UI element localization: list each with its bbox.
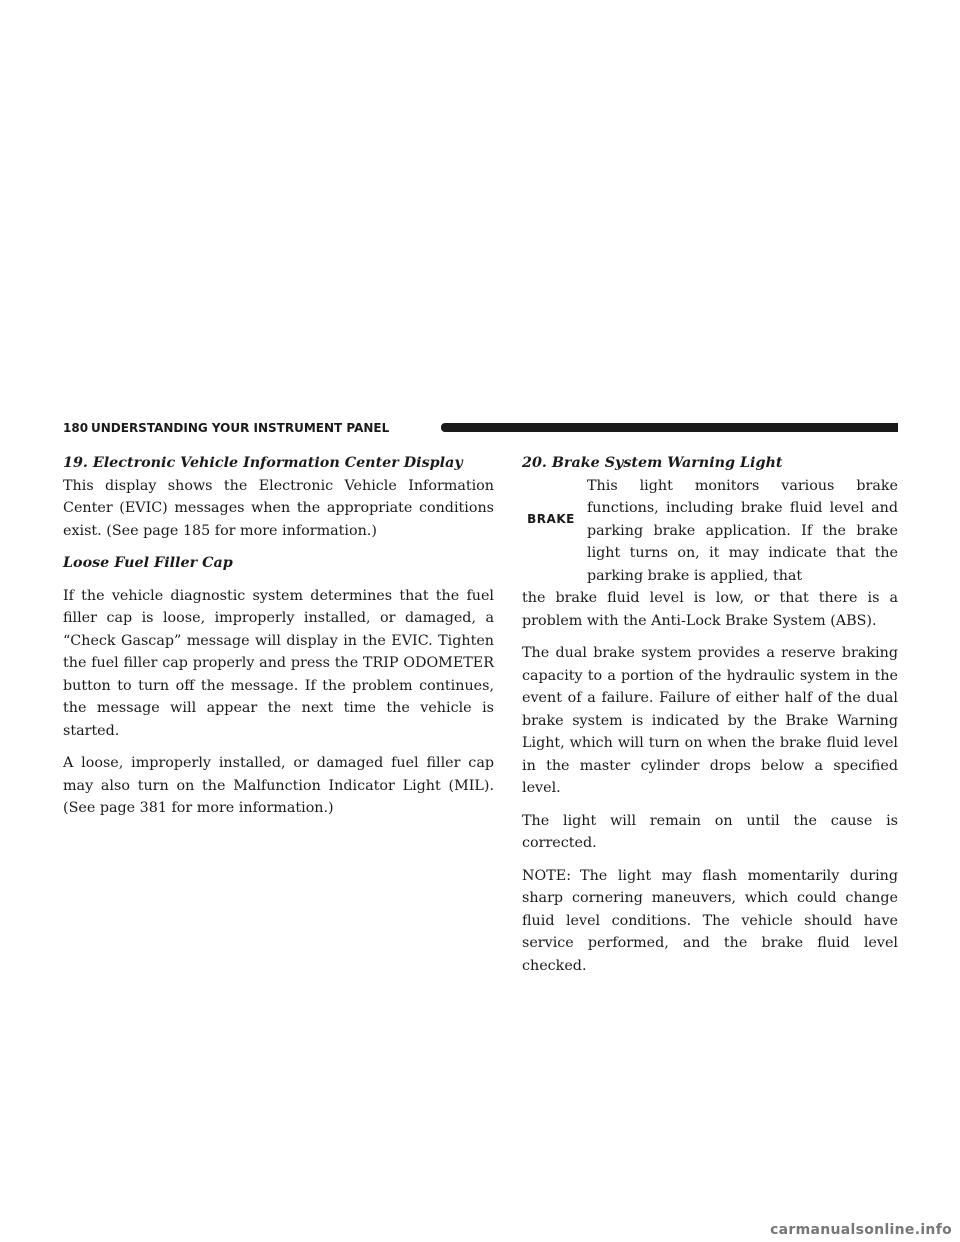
paragraph-evic-display: This display shows the Electronic Vehicle Information Center (EVIC) messages when the appropriate conditions exist. (See page 185 for more information.) — [63, 477, 494, 539]
heading-brake-warning: 20. Brake System Warning Light — [522, 455, 783, 471]
watermark: carmanualsonline.info — [770, 1222, 952, 1238]
right-column — [522, 452, 898, 987]
heading-evic-display: 19. Electronic Vehicle Information Center Display — [63, 455, 463, 471]
note-paragraph — [522, 865, 898, 978]
brake-warning-icon: BRAKE — [527, 511, 575, 526]
note-label: NOTE: — [522, 867, 572, 884]
heading-loose-fuel-cap: Loose Fuel Filler Cap — [63, 555, 233, 571]
left-column — [63, 452, 494, 830]
note-text: The light may flash momentarily during sharp cornering maneuvers, which could change fluid level conditions. The vehicle should have service performed, and the brake fluid level checked. — [522, 867, 898, 974]
paragraph-loose-cap-2: A loose, improperly installed, or damaged fuel filler cap may also turn on the Malfunction Indicator Light (MIL). (See page 381 for more information.) — [63, 755, 494, 816]
page-header — [63, 421, 898, 435]
paragraph-light-remains: The light will remain on until the cause is corrected. — [522, 812, 898, 851]
header-rule — [441, 423, 898, 432]
paragraph-loose-cap-1: If the vehicle diagnostic system determines that the fuel filler cap is loose, improperly installed, or damaged, a “Check Gascap” message will display in the EVIC. Tighten the fuel filler cap properly and press the TRIP ODOMETER button to turn off the message. If the problem continues, the message will appear the next time the vehicle is started. — [63, 587, 494, 739]
brake-indent-text: This light monitors various brake functions, including brake fluid level and parking brake application. If the brake light turns on, it may indicate that the parking brake is applied, that — [587, 477, 898, 584]
brake-light-block — [522, 475, 898, 588]
paragraph-dual-brake: The dual brake system provides a reserve braking capacity to a portion of the hydraulic system in the event of a failure. Failure of either half of the dual brake system is indicated by the Brake Warning Light, which will turn on when the brake fluid level in the master cylinder drops below a specified level. — [522, 645, 898, 796]
section-title: UNDERSTANDING YOUR INSTRUMENT PANEL — [91, 421, 390, 435]
page-number: 180 — [63, 421, 89, 435]
paragraph-brake-continued: the brake fluid level is low, or that there is a problem with the Anti-Lock Brake System (ABS). — [522, 590, 898, 629]
